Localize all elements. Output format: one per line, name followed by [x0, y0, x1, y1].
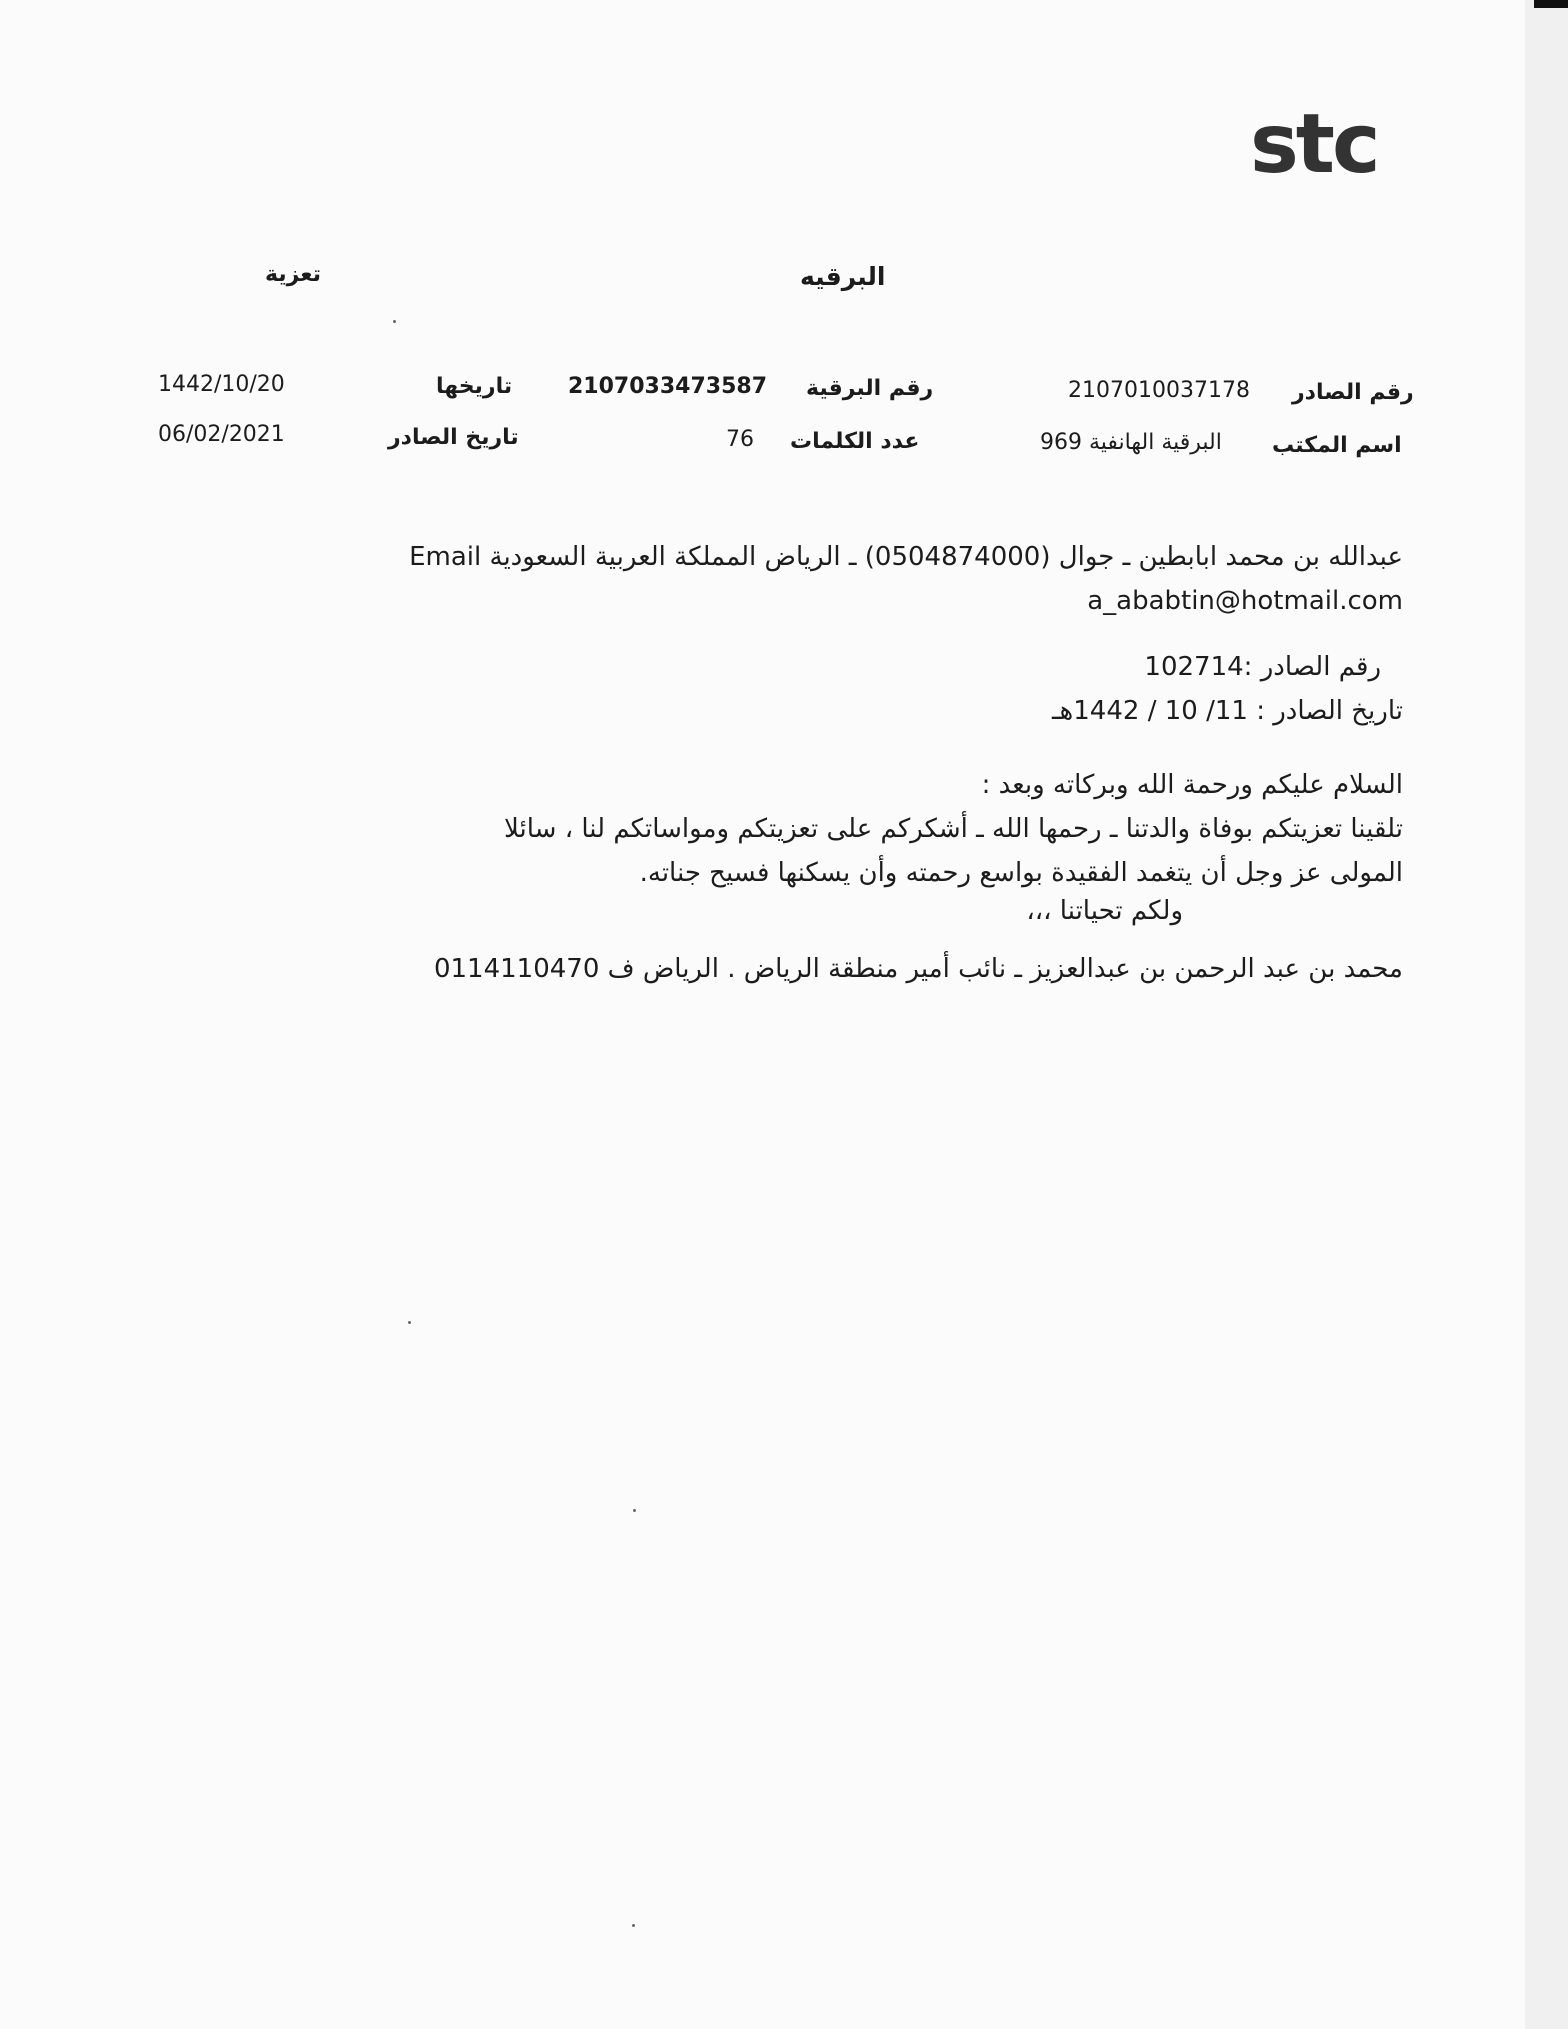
signature: محمد بن عبد الرحمن بن عبدالعزيز ـ نائب أمير منطقة الرياض . الرياض ف 0114110470	[433, 954, 1403, 984]
office-name-label: اسم المكتب	[1272, 433, 1402, 458]
telegram-number-value: 2107033473587	[568, 374, 767, 399]
office-name-value: البرقية الهانفية 969	[1040, 430, 1222, 455]
recipient-email: a_ababtin@hotmail.com	[1087, 586, 1403, 616]
stc-logo: stc	[1250, 97, 1378, 192]
word-count-value: 76	[726, 427, 754, 452]
message-body	[303, 535, 1403, 991]
date-label: تاريخها	[436, 374, 513, 399]
outgoing-date-label: تاريخ الصادر	[388, 425, 519, 450]
scan-speck	[408, 1321, 411, 1324]
scan-speck	[393, 320, 396, 323]
telegram-number-label: رقم البرقية	[806, 376, 934, 401]
scan-speck	[632, 1924, 635, 1927]
telegram-type: تعزية	[265, 262, 321, 287]
corner-mark	[1534, 0, 1568, 8]
scan-speck	[633, 1509, 636, 1512]
word-count-label: عدد الكلمات	[790, 429, 920, 454]
outgoing-date-value: 06/02/2021	[158, 422, 285, 447]
recipient-line: عبدالله بن محمد ابابطين ـ جوال (0504874000) ـ الرياض المملكة العربية السعودية Email	[409, 542, 1403, 572]
message-line-1: تلقينا تعزيتكم بوفاة والدتنا ـ رحمها الله ـ أشكركم على تعزيتكم ومواساتكم لنا ، سائلا	[503, 814, 1403, 844]
reference-number: رقم الصادر :102714	[1144, 652, 1381, 682]
outgoing-number-label: رقم الصادر	[1292, 380, 1414, 405]
outgoing-number-value: 2107010037178	[1068, 378, 1250, 403]
document-title: البرقيه	[800, 262, 886, 291]
scan-edge	[1525, 0, 1568, 2029]
closing: ولكم تحياتنا ،،،	[1026, 896, 1183, 926]
greeting: السلام عليكم ورحمة الله وبركاته وبعد :	[981, 770, 1403, 800]
date-value: 1442/10/20	[158, 372, 285, 397]
reference-date: تاريخ الصادر : 11/ 10 / 1442هـ	[1051, 696, 1403, 726]
message-line-2: المولى عز وجل أن يتغمد الفقيدة بواسع رحمته وأن يسكنها فسيح جناته.	[639, 858, 1403, 888]
